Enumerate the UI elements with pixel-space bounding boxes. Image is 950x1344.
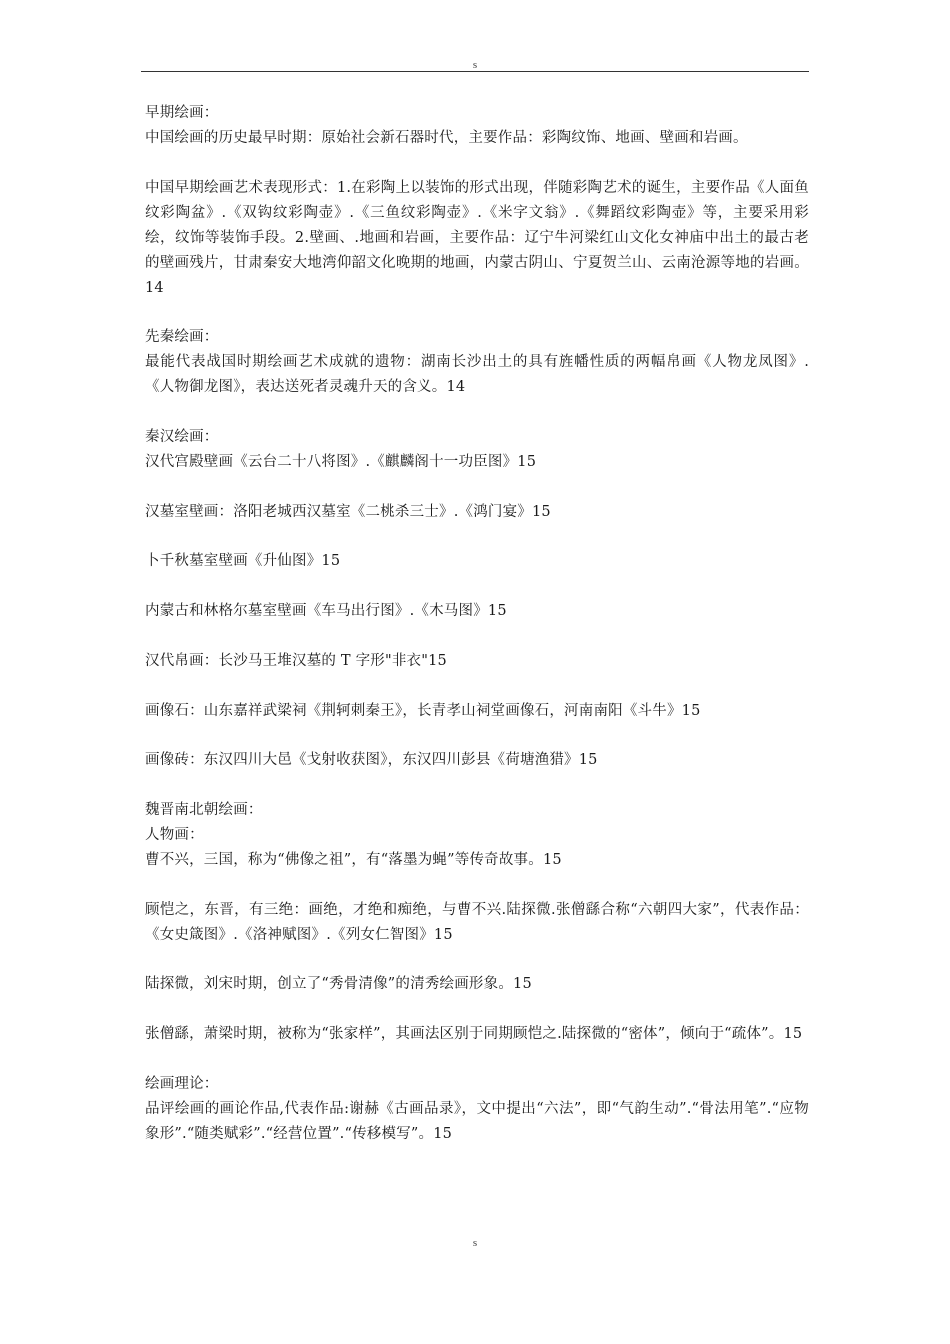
weijin-paragraph-4: 张僧繇，萧梁时期，被称为“张家样”，其画法区别于同期顾恺之.陆探微的“密体”，倾向于“疏体”。15 bbox=[145, 1025, 803, 1042]
section-title-early: 早期绘画： bbox=[145, 105, 219, 121]
section-title-preqin: 先秦绘画： bbox=[145, 329, 219, 346]
section-title-theory: 绘画理论： bbox=[145, 1075, 219, 1092]
qinhan-line-2: 汉墓室壁画：洛阳老城西汉墓室《二桃杀三士》.《鸿门宴》15 bbox=[145, 503, 551, 520]
preqin-paragraph: 最能代表战国时期绘画艺术成就的遗物：湖南长沙出土的具有旌幡性质的两幅帛画《人物龙凤图》.《人物御龙图》，表达送死者灵魂升天的含义。14 bbox=[145, 354, 809, 396]
weijin-subtitle: 人物画： bbox=[145, 826, 204, 843]
section-title-weijin: 魏晋南北朝绘画： bbox=[145, 801, 263, 818]
header-mark: s bbox=[472, 59, 478, 71]
theory-paragraph: 品评绘画的画论作品,代表作品:谢赫《古画品录》，文中提出“六法”，即“气韵生动”.“骨法用笔”.“应物象形”.“随类赋彩”.“经营位置”.“传移模写”。15 bbox=[145, 1100, 809, 1142]
qinhan-line-3: 卜千秋墓室壁画《升仙图》15 bbox=[145, 553, 341, 570]
weijin-line-1: 曹不兴，三国，称为“佛像之祖”，有“落墨为蝇”等传奇故事。15 bbox=[145, 851, 562, 868]
qinhan-line-7: 画像砖：东汉四川大邑《戈射收获图》，东汉四川彭县《荷塘渔猎》15 bbox=[145, 752, 598, 769]
qinhan-line-4: 内蒙古和林格尔墓室壁画《车马出行图》.《木马图》15 bbox=[145, 603, 507, 620]
weijin-paragraph-2: 顾恺之，东晋，有三绝：画绝，才绝和痴绝，与曹不兴.陆探微.张僧繇合称“六朝四大家”，代表作品：《女史箴图》.《洛神赋图》.《列女仁智图》15 bbox=[145, 901, 809, 943]
section-title-qinhan: 秦汉绘画： bbox=[145, 429, 219, 446]
early-paragraph-2: 中国早期绘画艺术表现形式：1.在彩陶上以装饰的形式出现，伴随彩陶艺术的诞生，主要作品《人面鱼纹彩陶盆》.《双钩纹彩陶壶》.《三鱼纹彩陶壶》.《米字文翁》.《舞蹈纹彩陶壶》等，主要采用彩绘，纹饰等装饰手段。2.壁画、.地画和岩画，主要作品：辽宁牛河梁红山文化女神庙中出土的最古老的壁画残片，甘肃秦安大地湾仰韶文化晚期的地画，内蒙古阴山、宁夏贺兰山、云南沧源等地的岩画。14 bbox=[145, 179, 809, 296]
weijin-line-3: 陆探微，刘宋时期，创立了“秀骨清像”的清秀绘画形象。15 bbox=[145, 976, 532, 993]
document-body bbox=[145, 101, 809, 1147]
footer-mark: s bbox=[472, 1237, 478, 1249]
qinhan-line-6: 画像石：山东嘉祥武梁祠《荆轲刺秦王》，长青孝山祠堂画像石，河南南阳《斗牛》15 bbox=[145, 702, 701, 719]
header-rule bbox=[141, 71, 809, 72]
qinhan-line-5: 汉代帛画：长沙马王堆汉墓的 T 字形"非衣"15 bbox=[145, 652, 447, 669]
qinhan-line-1: 汉代宫殿壁画《云台二十八将图》.《麒麟阁十一功臣图》15 bbox=[145, 454, 537, 471]
early-line-1: 中国绘画的历史最早时期：原始社会新石器时代，主要作品：彩陶纹饰、地画、壁画和岩画。 bbox=[145, 130, 748, 146]
